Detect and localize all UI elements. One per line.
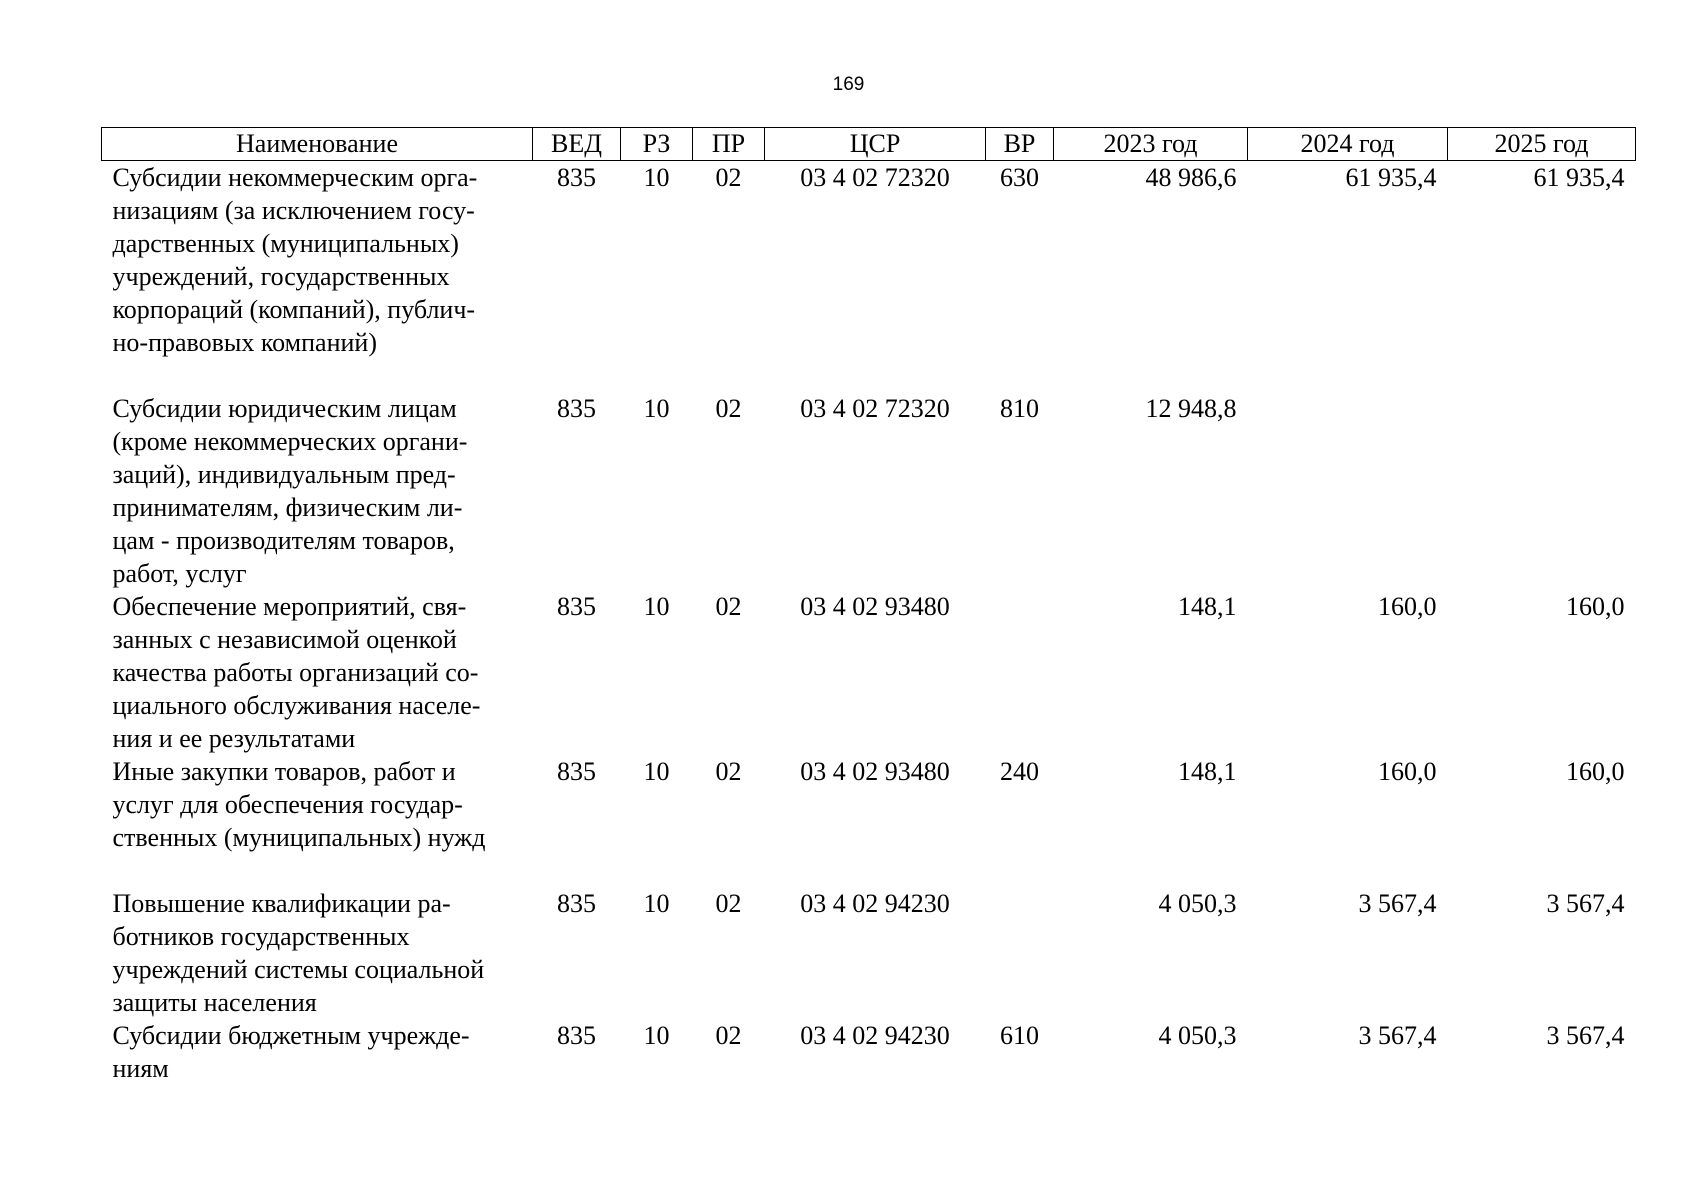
row-csr: 03 4 02 72320 bbox=[800, 394, 950, 423]
row-name-text: Повышение квалификации ра- ботников государственных учреждений системы социальной защиты населения bbox=[112, 889, 485, 1017]
row-2023: 48 986,6 bbox=[1145, 163, 1237, 192]
page-number: 169 bbox=[832, 74, 865, 95]
row-2024 bbox=[1248, 392, 1448, 590]
row-2025: 160,0 bbox=[1566, 757, 1625, 786]
row-vr bbox=[986, 590, 1054, 755]
row-name bbox=[102, 887, 533, 1019]
header-pr: ПР bbox=[693, 128, 765, 161]
row-name bbox=[102, 755, 533, 887]
header-csr: ЦСР bbox=[765, 128, 986, 161]
row-ved: 835 bbox=[557, 163, 596, 192]
row-pr: 02 bbox=[715, 757, 742, 786]
table-row bbox=[102, 161, 1636, 393]
row-2024: 160,0 bbox=[1378, 757, 1437, 786]
row-2023: 4 050,3 bbox=[1158, 889, 1237, 918]
table-row bbox=[102, 392, 1636, 590]
row-pr: 02 bbox=[715, 592, 742, 621]
row-2024: 61 935,4 bbox=[1345, 163, 1437, 192]
row-vr: 240 bbox=[1000, 757, 1039, 786]
row-rz: 10 bbox=[643, 1021, 670, 1050]
row-name bbox=[102, 1019, 533, 1085]
row-vr: 810 bbox=[1000, 394, 1039, 423]
row-rz: 10 bbox=[643, 757, 670, 786]
row-ved: 835 bbox=[557, 592, 596, 621]
row-rz: 10 bbox=[643, 889, 670, 918]
row-rz: 10 bbox=[643, 163, 670, 192]
header-2023: 2023 год bbox=[1054, 128, 1248, 161]
row-ved: 835 bbox=[557, 394, 596, 423]
row-pr: 02 bbox=[715, 889, 742, 918]
row-2025: 3 567,4 bbox=[1546, 889, 1625, 918]
table-row bbox=[102, 1019, 1636, 1085]
row-2025: 3 567,4 bbox=[1546, 1021, 1625, 1050]
row-name-text: Субсидии юридическим лицам (кроме некоммерческих органи- заций), индивидуальным пред- принимателям, физическим ли- цам - производителям товаров, работ, услуг bbox=[112, 394, 468, 588]
row-rz: 10 bbox=[643, 394, 670, 423]
row-pr: 02 bbox=[715, 1021, 742, 1050]
row-name-text: Обеспечение мероприятий, свя- занных с независимой оценкой качества работы организаций со- циального обслуживания населе- ния и ее результатами bbox=[112, 592, 481, 753]
budget-table bbox=[101, 127, 1636, 1085]
header-2024: 2024 год bbox=[1248, 128, 1448, 161]
header-rz: РЗ bbox=[621, 128, 693, 161]
table-header bbox=[102, 128, 1636, 161]
row-ved: 835 bbox=[557, 889, 596, 918]
row-csr: 03 4 02 72320 bbox=[800, 163, 950, 192]
header-row bbox=[102, 128, 1636, 161]
row-name-text: Субсидии бюджетным учрежде- ниям bbox=[112, 1021, 470, 1083]
row-2025: 61 935,4 bbox=[1533, 163, 1625, 192]
row-2024: 160,0 bbox=[1378, 592, 1437, 621]
row-csr: 03 4 02 94230 bbox=[800, 1021, 950, 1050]
header-ved: ВЕД bbox=[533, 128, 621, 161]
row-vr: 630 bbox=[1000, 163, 1039, 192]
row-ved: 835 bbox=[557, 757, 596, 786]
row-pr: 02 bbox=[715, 163, 742, 192]
table-row bbox=[102, 590, 1636, 755]
header-name: Наименование bbox=[102, 128, 533, 161]
row-name-text: Субсидии некоммерческим орга- низациям (за исключением госу- дарственных (муниципальных) учреждений, государственных корпораций (компаний), публич- но-правовых компаний) bbox=[112, 163, 478, 357]
row-pr: 02 bbox=[715, 394, 742, 423]
row-ved: 835 bbox=[557, 1021, 596, 1050]
row-csr: 03 4 02 93480 bbox=[800, 592, 950, 621]
row-name-text: Иные закупки товаров, работ и услуг для обеспечения государ- ственных (муниципальных) нужд bbox=[112, 757, 486, 852]
header-2025: 2025 год bbox=[1448, 128, 1636, 161]
row-vr: 610 bbox=[1000, 1021, 1039, 1050]
row-2025: 160,0 bbox=[1566, 592, 1625, 621]
row-2023: 148,1 bbox=[1178, 592, 1237, 621]
row-2023: 12 948,8 bbox=[1145, 394, 1237, 423]
table-body bbox=[102, 161, 1636, 1086]
row-csr: 03 4 02 93480 bbox=[800, 757, 950, 786]
table-row bbox=[102, 755, 1636, 887]
row-rz: 10 bbox=[643, 592, 670, 621]
row-2023: 4 050,3 bbox=[1158, 1021, 1237, 1050]
row-csr: 03 4 02 94230 bbox=[800, 889, 950, 918]
row-2024: 3 567,4 bbox=[1358, 1021, 1437, 1050]
header-vr: ВР bbox=[986, 128, 1054, 161]
row-name bbox=[102, 392, 533, 590]
row-name bbox=[102, 590, 533, 755]
row-vr bbox=[986, 887, 1054, 1019]
table-row bbox=[102, 887, 1636, 1019]
row-2023: 148,1 bbox=[1178, 757, 1237, 786]
row-2024: 3 567,4 bbox=[1358, 889, 1437, 918]
row-2025 bbox=[1448, 392, 1636, 590]
row-name bbox=[102, 161, 533, 393]
